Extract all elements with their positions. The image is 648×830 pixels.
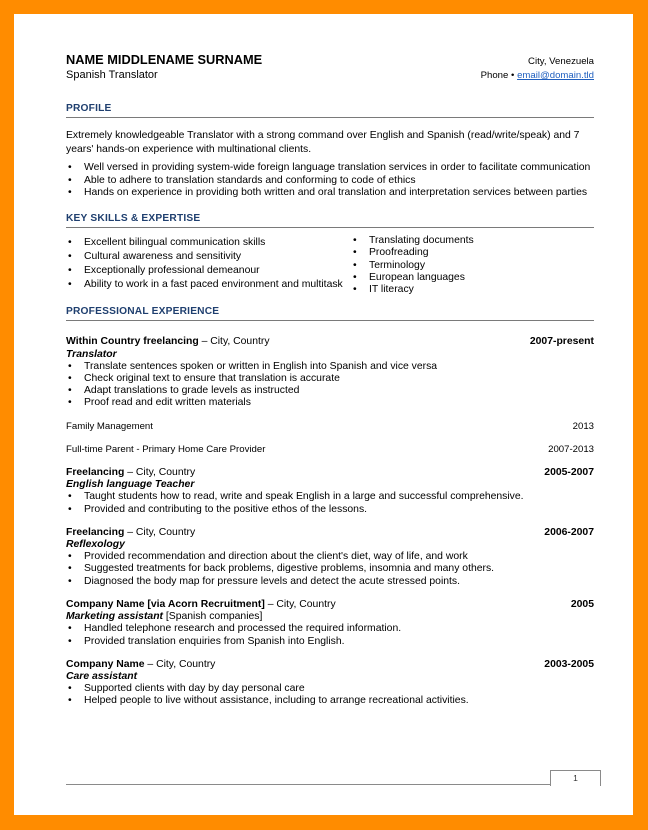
list-item: • Translate sentences spoken or written in English into Spanish and vice versa (66, 361, 594, 373)
job-entry (66, 527, 594, 588)
list-item: • Adapt translations to grade levels as instructed (66, 385, 594, 397)
job-role: English language Teacher (66, 479, 195, 491)
job-employer-line (66, 336, 270, 348)
person-name: NAME MIDDLENAME SURNAME (66, 52, 263, 67)
plain-entry-dates: 2013 (572, 420, 594, 432)
plain-entry-title: Full-time Parent - Primary Home Care Provider (66, 443, 266, 455)
plain-entry (66, 444, 594, 456)
plain-entry-title: Family Management (66, 420, 153, 432)
resume-content (66, 52, 594, 708)
job-header (66, 467, 594, 479)
list-item: • Suggested treatments for back problems, digestive problems, insomnia and many others. (66, 563, 594, 575)
job-location: – City, Country (144, 658, 216, 670)
list-item: • IT literacy (351, 284, 594, 296)
list-item: • Provided translation enquiries from Spanish into English. (66, 636, 594, 648)
plain-entry (66, 421, 594, 433)
job-entry (66, 336, 594, 409)
contact-line (481, 69, 594, 83)
job-employer: Company Name (66, 658, 145, 670)
list-item: • Check original text to ensure that translation is accurate (66, 373, 594, 385)
header-top-row (66, 52, 594, 68)
skills-heading: KEY SKILLS & EXPERTISE (66, 213, 594, 228)
skills-left-list (66, 237, 351, 296)
job-employer: Freelancing (66, 526, 125, 538)
list-item: • Hands on experience in providing both written and oral translation and interpretation services between parties (66, 187, 594, 199)
list-item: • Taught students how to read, write and speak English in a large and successful comprehensive. (66, 491, 594, 503)
profile-bullets (66, 162, 594, 199)
profile-heading: PROFILE (66, 103, 594, 118)
job-title: Spanish Translator (66, 69, 158, 82)
job-header (66, 659, 594, 671)
job-employer: Within Country freelancing (66, 336, 199, 348)
header-second-row (66, 68, 594, 83)
list-item: • Able to adhere to translation standards and conforming to code of ethics (66, 175, 594, 187)
job-location: – City, Country (124, 526, 196, 538)
list-item: • Exceptionally professional demeanour (66, 265, 351, 277)
profile-summary: Extremely knowledgeable Translator with a strong command over English and Spanish (read/write/speak) and 7 years' hands-on experience with multinational clients. (66, 130, 580, 155)
job-header (66, 527, 594, 539)
job-location: – City, Country (198, 336, 270, 348)
job-dates: 2006-2007 (544, 526, 594, 538)
job-entry (66, 467, 594, 516)
job-dates: 2003-2005 (544, 658, 594, 670)
job-role-note: [Spanish companies] (163, 611, 263, 623)
job-dates: 2005 (570, 598, 594, 610)
list-item: • Handled telephone research and processed the required information. (66, 623, 594, 635)
plain-entry-dates: 2007-2013 (548, 443, 594, 455)
list-item: • Diagnosed the body map for pressure levels and detect the acute stressed points. (66, 576, 594, 588)
job-role: Marketing assistant (66, 611, 164, 623)
contact-separator: • (508, 70, 518, 82)
skills-right-list (351, 235, 594, 296)
list-item: • Well versed in providing system-wide foreign language translation services in order to facilitate communication (66, 162, 594, 174)
job-employer-line (66, 659, 215, 671)
job-location: – City, Country (124, 467, 196, 479)
job-employer-line (66, 467, 195, 479)
job-header (66, 599, 594, 611)
job-bullets (66, 623, 594, 647)
list-item: • Supported clients with day by day personal care (66, 683, 594, 695)
resume-page (14, 14, 633, 815)
list-item: • Ability to work in a fast paced environment and multitask (66, 279, 351, 291)
job-location: – City, Country (264, 598, 336, 610)
phone-label: Phone (480, 70, 509, 82)
job-bullets (66, 491, 594, 515)
location: City, Venezuela (528, 56, 594, 67)
job-dates: 2005-2007 (544, 467, 594, 479)
job-entry (66, 659, 594, 708)
job-employer-line (66, 599, 336, 611)
experience-heading: PROFESSIONAL EXPERIENCE (66, 306, 594, 321)
job-employer: Company Name [via Acorn Recruitment] (66, 598, 265, 610)
job-entry (66, 599, 594, 648)
list-item: • Translating documents (351, 235, 594, 247)
list-item: • Proofreading (351, 247, 594, 259)
job-employer-line (66, 527, 195, 539)
job-role: Care assistant (66, 670, 138, 682)
skills-columns (66, 237, 594, 296)
job-employer: Freelancing (66, 467, 125, 479)
list-item: • Cultural awareness and sensitivity (66, 251, 351, 263)
job-role: Reflexology (66, 539, 125, 551)
job-header (66, 336, 594, 348)
job-role-line (66, 611, 594, 623)
list-item: • Proof read and edit written materials (66, 397, 594, 409)
list-item: • Provided and contributing to the positive ethos of the lessons. (66, 504, 594, 516)
job-bullets (66, 361, 594, 410)
footer-divider (66, 784, 594, 785)
job-role: Translator (66, 348, 117, 360)
list-item: • European languages (351, 272, 594, 284)
list-item: • Provided recommendation and direction about the client's diet, way of life, and work (66, 551, 594, 563)
job-dates: 2007-present (529, 336, 594, 348)
email-link[interactable]: email@domain.tld (517, 70, 594, 82)
page-number: 1 (550, 770, 601, 786)
list-item: • Helped people to live without assistance, including to arrange recreational activities. (66, 695, 594, 707)
job-bullets (66, 551, 594, 588)
list-item: • Excellent bilingual communication skills (66, 237, 351, 249)
list-item: • Terminology (351, 260, 594, 272)
job-bullets (66, 683, 594, 707)
